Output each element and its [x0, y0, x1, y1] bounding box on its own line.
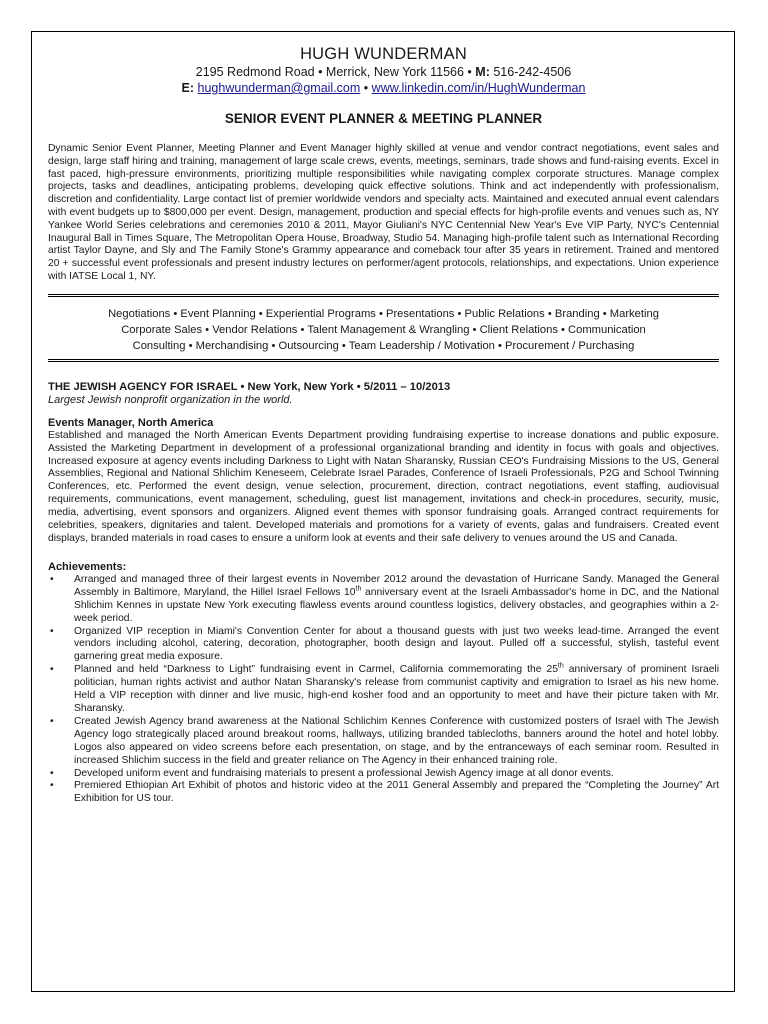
skills-line-2: Corporate Sales • Vendor Relations • Talent Management & Wrangling • Client Relations • Communication: [121, 323, 646, 336]
mobile-label: M:: [475, 65, 490, 79]
bullet-icon: •: [50, 767, 54, 779]
list-item: • Planned and held “Darkness to Light” fundraising event in Carmel, California commemorating the 25th anniversary of prominent Israeli politician, human rights activist and author Natan Sharansky's release from communist captivity and emigration to Israel as his new home. Held a VIP reception with dinner and live music, high-end kosher food and an opportunity to meet and have their picture taken with Mr. Sharansky.: [50, 662, 719, 714]
mobile-number: 516-242-4506: [493, 65, 572, 79]
bullet-icon: •: [50, 780, 54, 792]
list-item: • Premiered Ethiopian Art Exhibit of photos and historic video at the 2011 General Assembly and prepared the “Completing the Journey” Art Exhibition for US tour.: [50, 780, 719, 805]
bullet-icon: •: [50, 573, 54, 585]
candidate-name: HUGH WUNDERMAN: [300, 45, 467, 63]
achievements-list: [48, 574, 719, 806]
list-item: • Created Jewish Agency brand awareness at the National Schlichim Kennes Conference with customized posters of Israel with The Jewish Agency logo strategically placed around breakout rooms, hallways, utilizing branded tablecloths, banners around the hotel and hotel lobby. Logos also appeared on video screens before each presentation, on stage, and by the entranceways of each seminar room. Resulted in increased Shlichim success in the field and greater reliance on The Agency in their enhanced training role.: [50, 715, 719, 766]
address-text: 2195 Redmond Road • Merrick, New York 11566 •: [195, 65, 472, 79]
job-description: Established and managed the North American Events Department providing fundraising expertise to increase donations and public exposure. Assisted the Marketing Department in development of a professional organizational branding and identity in focus with goals and objectives. Increased exposure at agency events including Darkness to Light with Natan Sharansky, Russian CEO's Fundraising Missions to the US, General Assemblies, Regional and National Shlichim Keneseem, Celebrate Israel Parades, Conference of Israeli Professionals, P2G and School Twinning Conferences, etc. Performed the event design, venue selection, procurement, direction, contract negotiations, event staffing, audiovisual requirements, communications, event management, scheduling, guest list management, invitations and check-in procedures, security, music, media, advertising, event sponsors and organizers. Aligned event themes with sponsor fundraising goals. Arranged contract requirements for celebrities, speakers, dignitaries and talent. Developed materials and promotions for a variety of events, galas and fundraisers. Created event displays, branded materials in road cases to ensure a uniform look at events and their safe delivery to venues around the US and Canada.: [48, 429, 719, 545]
email-link[interactable]: hughwunderman@gmail.com: [197, 81, 361, 95]
skills-line-3: Consulting • Merchandising • Outsourcing • Team Leadership / Motivation • Procurement / Purchasing: [132, 339, 635, 352]
summary-paragraph: Dynamic Senior Event Planner, Meeting Planner and Event Manager highly skilled at venue and vendor contract negotiations, event sales and design, large staff hiring and training, management of large scale crews, events, meetings, seminars, trade shows and fund-raising events. Excel in fast paced, high-pressure environments, prioritizing multiple responsibilities while navigating complex corporate structures. Manage complex projects, tasks and deadlines, anticipating problems, developing quick effective solutions. Think and act independently with professionalism, discretion and confidentiality. Large contact list of premier worldwide vendors and specialty acts. Maintained and executed annual event calendars with event budgets up to $800,000 per event. Design, management, production and special effects for high-profile events and venues such as, NY Yankee World Series celebrations and ceremonies 2010 & 2011, Mayor Giuliani's NYC Centennial New Year's Eve VIP Party, NYC's Centennial Inaugural Ball in Times Square, The Metropolitan Opera House, Broadway, Studio 54. Managing high-profile talent such as International Recording artist Taylor Dayne, and Sly and The Family Stone's Grammy appearance and comeback tour after 35 years in retirement. Trained and mentored 20 + successful event professionals and present industry lectures on performer/agent protocols, relationships, and expectations. Union experience with IATSE Local 1, NY.: [48, 143, 719, 282]
skills-line-1: Negotiations • Event Planning • Experiential Programs • Presentations • Public Relations • Branding • Marketing: [108, 307, 659, 320]
section-divider-bottom: [48, 359, 719, 362]
list-item: • Organized VIP reception in Miami's Convention Center for about a thousand guests with just two weeks lead-time. Arranged the event vendors including alcohol, catering, decoration, photographer, booth design and layout. Pulled off a successful, stylish, tasteful event garnering great media exposure.: [50, 625, 719, 663]
contact-line-online: [48, 80, 719, 96]
email-label: E:: [181, 81, 195, 95]
bullet-icon: •: [50, 715, 54, 727]
bullet-icon: •: [50, 664, 54, 676]
bullet-icon: •: [50, 625, 54, 637]
list-item: • Arranged and managed three of their largest events in November 2012 around the devastation of Hurricane Sandy. Managed the General Assembly in Baltimore, Maryland, the Hillel Israel Fellows 10th anniversary event at the Israeli Ambassador's home in DC, and the National Shlichim Kennes in upstate New York executing flawless events around countless logistics, delivery obstacles, and geographies within a 2-week period.: [50, 573, 719, 624]
resume-title: SENIOR EVENT PLANNER & MEETING PLANNER: [224, 111, 543, 126]
achievements-heading: Achievements:: [48, 560, 127, 573]
employer-heading: THE JEWISH AGENCY FOR ISRAEL • New York, New York • 5/2011 – 10/2013: [48, 380, 451, 393]
contact-line-address: [48, 64, 719, 80]
skills-block: [48, 306, 719, 354]
resume-content: [48, 44, 719, 806]
linkedin-link[interactable]: www.linkedin.com/in/HughWunderman: [371, 81, 586, 95]
page-bottom-rule: [31, 991, 735, 992]
job-title: Events Manager, North America: [48, 416, 214, 429]
section-divider-top: [48, 294, 719, 297]
list-item: • Developed uniform event and fundraising materials to present a professional Jewish Agency image at all donor events.: [50, 767, 614, 779]
employer-tagline: Largest Jewish nonprofit organization in the world.: [48, 393, 293, 406]
resume-page: [31, 31, 735, 991]
contact-separator: •: [363, 81, 369, 95]
